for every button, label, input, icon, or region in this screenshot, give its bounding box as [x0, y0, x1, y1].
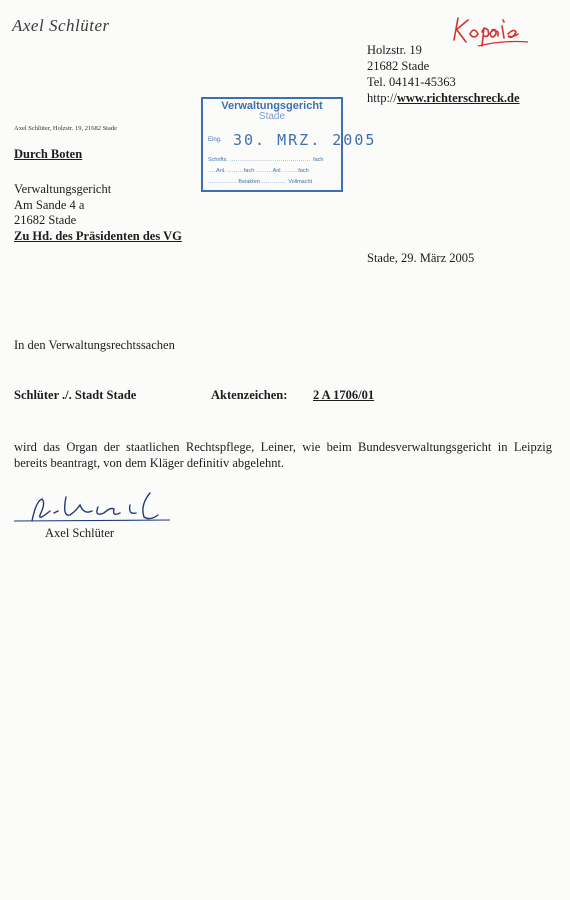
stamp-city: Stade	[258, 111, 286, 122]
recipient-line-2: Am Sande 4 a	[14, 197, 85, 212]
stamp-row2-suffix: fach	[298, 168, 309, 174]
file-number-label: Aktenzeichen:	[211, 388, 288, 402]
website-link[interactable]: www.richterschreck.de	[396, 91, 520, 105]
body-paragraph: wird das Organ der staatlichen Rechtspflege, Leiner, wie beim Bundesverwaltungsgericht in Leipzig bereits beantragt, von dem Kläger definitiv abgelehnt.	[14, 440, 552, 470]
stamp-row-schrifts: Schrifts. ........................................ fach	[208, 157, 324, 163]
stamp-row2-label: Anl.	[216, 168, 226, 174]
received-stamp	[201, 97, 377, 192]
website-prefix: http://	[367, 91, 397, 105]
file-number: 2 A 1706/01	[313, 388, 375, 402]
delivery-method: Durch Boten	[14, 147, 83, 161]
sender-website[interactable]	[367, 90, 520, 106]
recipient-address	[14, 182, 182, 244]
subject-intro: In den Verwaltungsrechtssachen	[14, 338, 175, 352]
recipient-line-1: Verwaltungsgericht	[14, 182, 112, 196]
handwritten-signature	[10, 487, 180, 527]
stamp-row2-mid: fach	[243, 168, 255, 174]
sender-city: 21682 Stade	[367, 59, 430, 73]
stamp-row2-label2: Anl.	[272, 168, 283, 174]
stamp-row-beiakten: .............. Beiakten ............ Vollmacht	[208, 179, 313, 185]
stamp-row3-suffix: Vollmacht	[288, 179, 313, 185]
recipient-line-3: 21682 Stade	[14, 213, 77, 227]
letterhead-name: Axel Schlüter	[12, 16, 110, 35]
return-address-line: Axel Schlüter, Holzstr. 19, 21682 Stade	[14, 125, 118, 132]
sender-address	[367, 42, 520, 106]
sender-phone: Tel. 04141-45363	[367, 75, 456, 89]
recipient-attention: Zu Hd. des Präsidenten des VG	[14, 228, 182, 243]
stamp-row3-label: Beiakten	[238, 179, 260, 185]
stamp-row-anl: ....Anl. ........fach ........Anl. .......fach	[208, 168, 309, 174]
stamp-date: 30. MRZ. 2005	[233, 131, 377, 149]
stamp-row1-suffix: fach	[313, 157, 324, 163]
stamp-court-name: Verwaltungsgericht	[221, 100, 323, 112]
stamp-row1-label: Schrifts.	[208, 157, 228, 163]
signer-name: Axel Schlüter	[45, 526, 115, 540]
stamp-eing-label: Eing.	[208, 137, 222, 143]
sender-street: Holzstr. 19	[367, 43, 422, 57]
place-date: Stade, 29. März 2005	[367, 251, 475, 265]
case-parties: Schlüter ./. Stadt Stade	[14, 388, 137, 402]
